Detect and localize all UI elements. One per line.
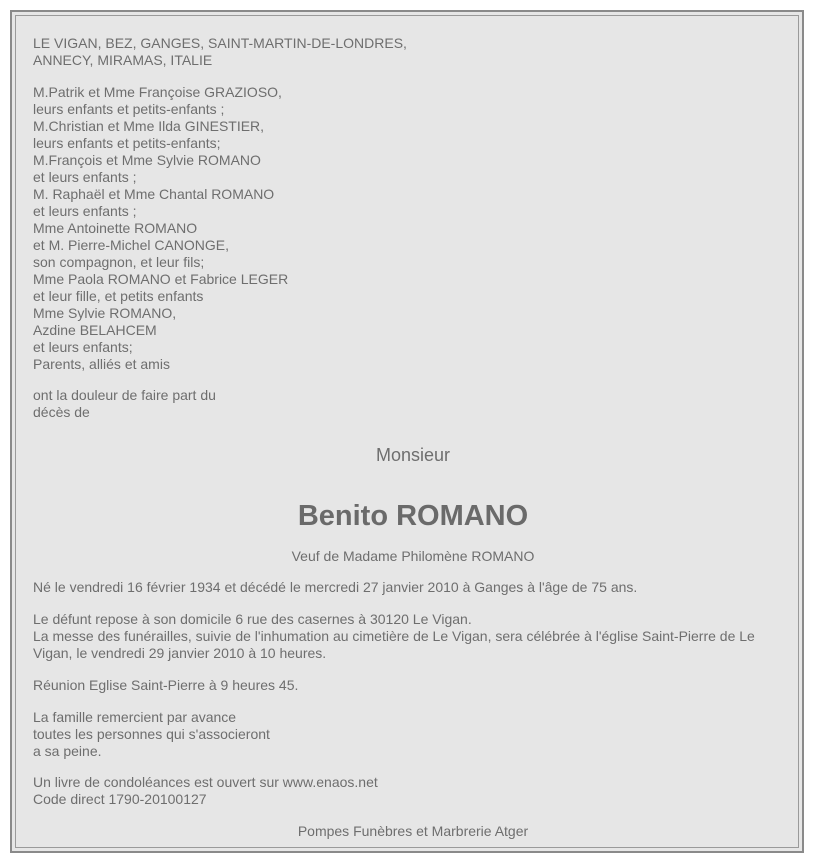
notice-inner-frame [15, 15, 799, 848]
declaration-line: ont la douleur de faire part du [33, 387, 216, 403]
family-line: Mme Paola ROMANO et Fabrice LEGER [33, 271, 289, 287]
family-line: et leurs enfants ; [33, 169, 137, 185]
towns-line: LE VIGAN, BEZ, GANGES, SAINT-MARTIN-DE-LONDRES, [33, 35, 407, 51]
family-line: et leur fille, et petits enfants [33, 288, 204, 304]
thanks-line: La famille remercient par avance [33, 709, 237, 725]
repose-line: Vigan, le vendredi 29 janvier 2010 à 10 heures. [33, 645, 327, 661]
towns-block [33, 35, 793, 69]
family-line: son compagnon, et leur fils; [33, 254, 205, 270]
family-line: Mme Sylvie ROMANO, [33, 305, 177, 321]
honorific: Monsieur [375, 445, 451, 465]
thanks-line: toutes les personnes qui s'associeront [33, 726, 270, 742]
declaration-line: décès de [33, 404, 90, 420]
death-notice [33, 35, 793, 840]
widower-line: Veuf de Madame Philomène ROMANO [291, 548, 535, 564]
family-line: Parents, alliés et amis [33, 356, 170, 372]
repose-block [33, 611, 793, 662]
condolences-line: Un livre de condoléances est ouvert sur www.enaos.net [33, 774, 378, 790]
family-line: et M. Pierre-Michel CANONGE, [33, 237, 230, 253]
notice-frame [10, 10, 804, 853]
funeral-home: Pompes Funèbres et Marbrerie Atger [297, 823, 529, 839]
family-line: et leurs enfants; [33, 339, 133, 355]
thanks-block [33, 709, 793, 760]
family-line: M.Christian et Mme Ilda GINESTIER, [33, 118, 265, 134]
deceased-name: Benito ROMANO [297, 500, 529, 532]
thanks-line: a sa peine. [33, 743, 102, 759]
birth-death-line: Né le vendredi 16 février 1934 et décédé le mercredi 27 janvier 2010 à Ganges à l'âge de 75 ans. [33, 579, 638, 595]
declaration-block [33, 387, 793, 421]
reunion-line: Réunion Eglise Saint-Pierre à 9 heures 45. [33, 677, 299, 693]
condolences-block [33, 774, 793, 808]
family-line: Azdine BELAHCEM [33, 322, 157, 338]
family-line: M. Raphaël et Mme Chantal ROMANO [33, 186, 275, 202]
condolences-code: Code direct 1790-20100127 [33, 791, 207, 807]
family-block [33, 84, 793, 373]
family-line: leurs enfants et petits-enfants; [33, 135, 221, 151]
repose-line: Le défunt repose à son domicile 6 rue des casernes à 30120 Le Vigan. [33, 611, 472, 627]
family-line: M.François et Mme Sylvie ROMANO [33, 152, 261, 168]
family-line: M.Patrik et Mme Françoise GRAZIOSO, [33, 84, 282, 100]
family-line: Mme Antoinette ROMANO [33, 220, 198, 236]
repose-line: La messe des funérailles, suivie de l'inhumation au cimetière de Le Vigan, sera célébrée à l'église Saint-Pierre de Le [33, 628, 755, 644]
family-line: et leurs enfants ; [33, 203, 137, 219]
family-line: leurs enfants et petits-enfants ; [33, 101, 225, 117]
towns-line: ANNECY, MIRAMAS, ITALIE [33, 52, 213, 68]
